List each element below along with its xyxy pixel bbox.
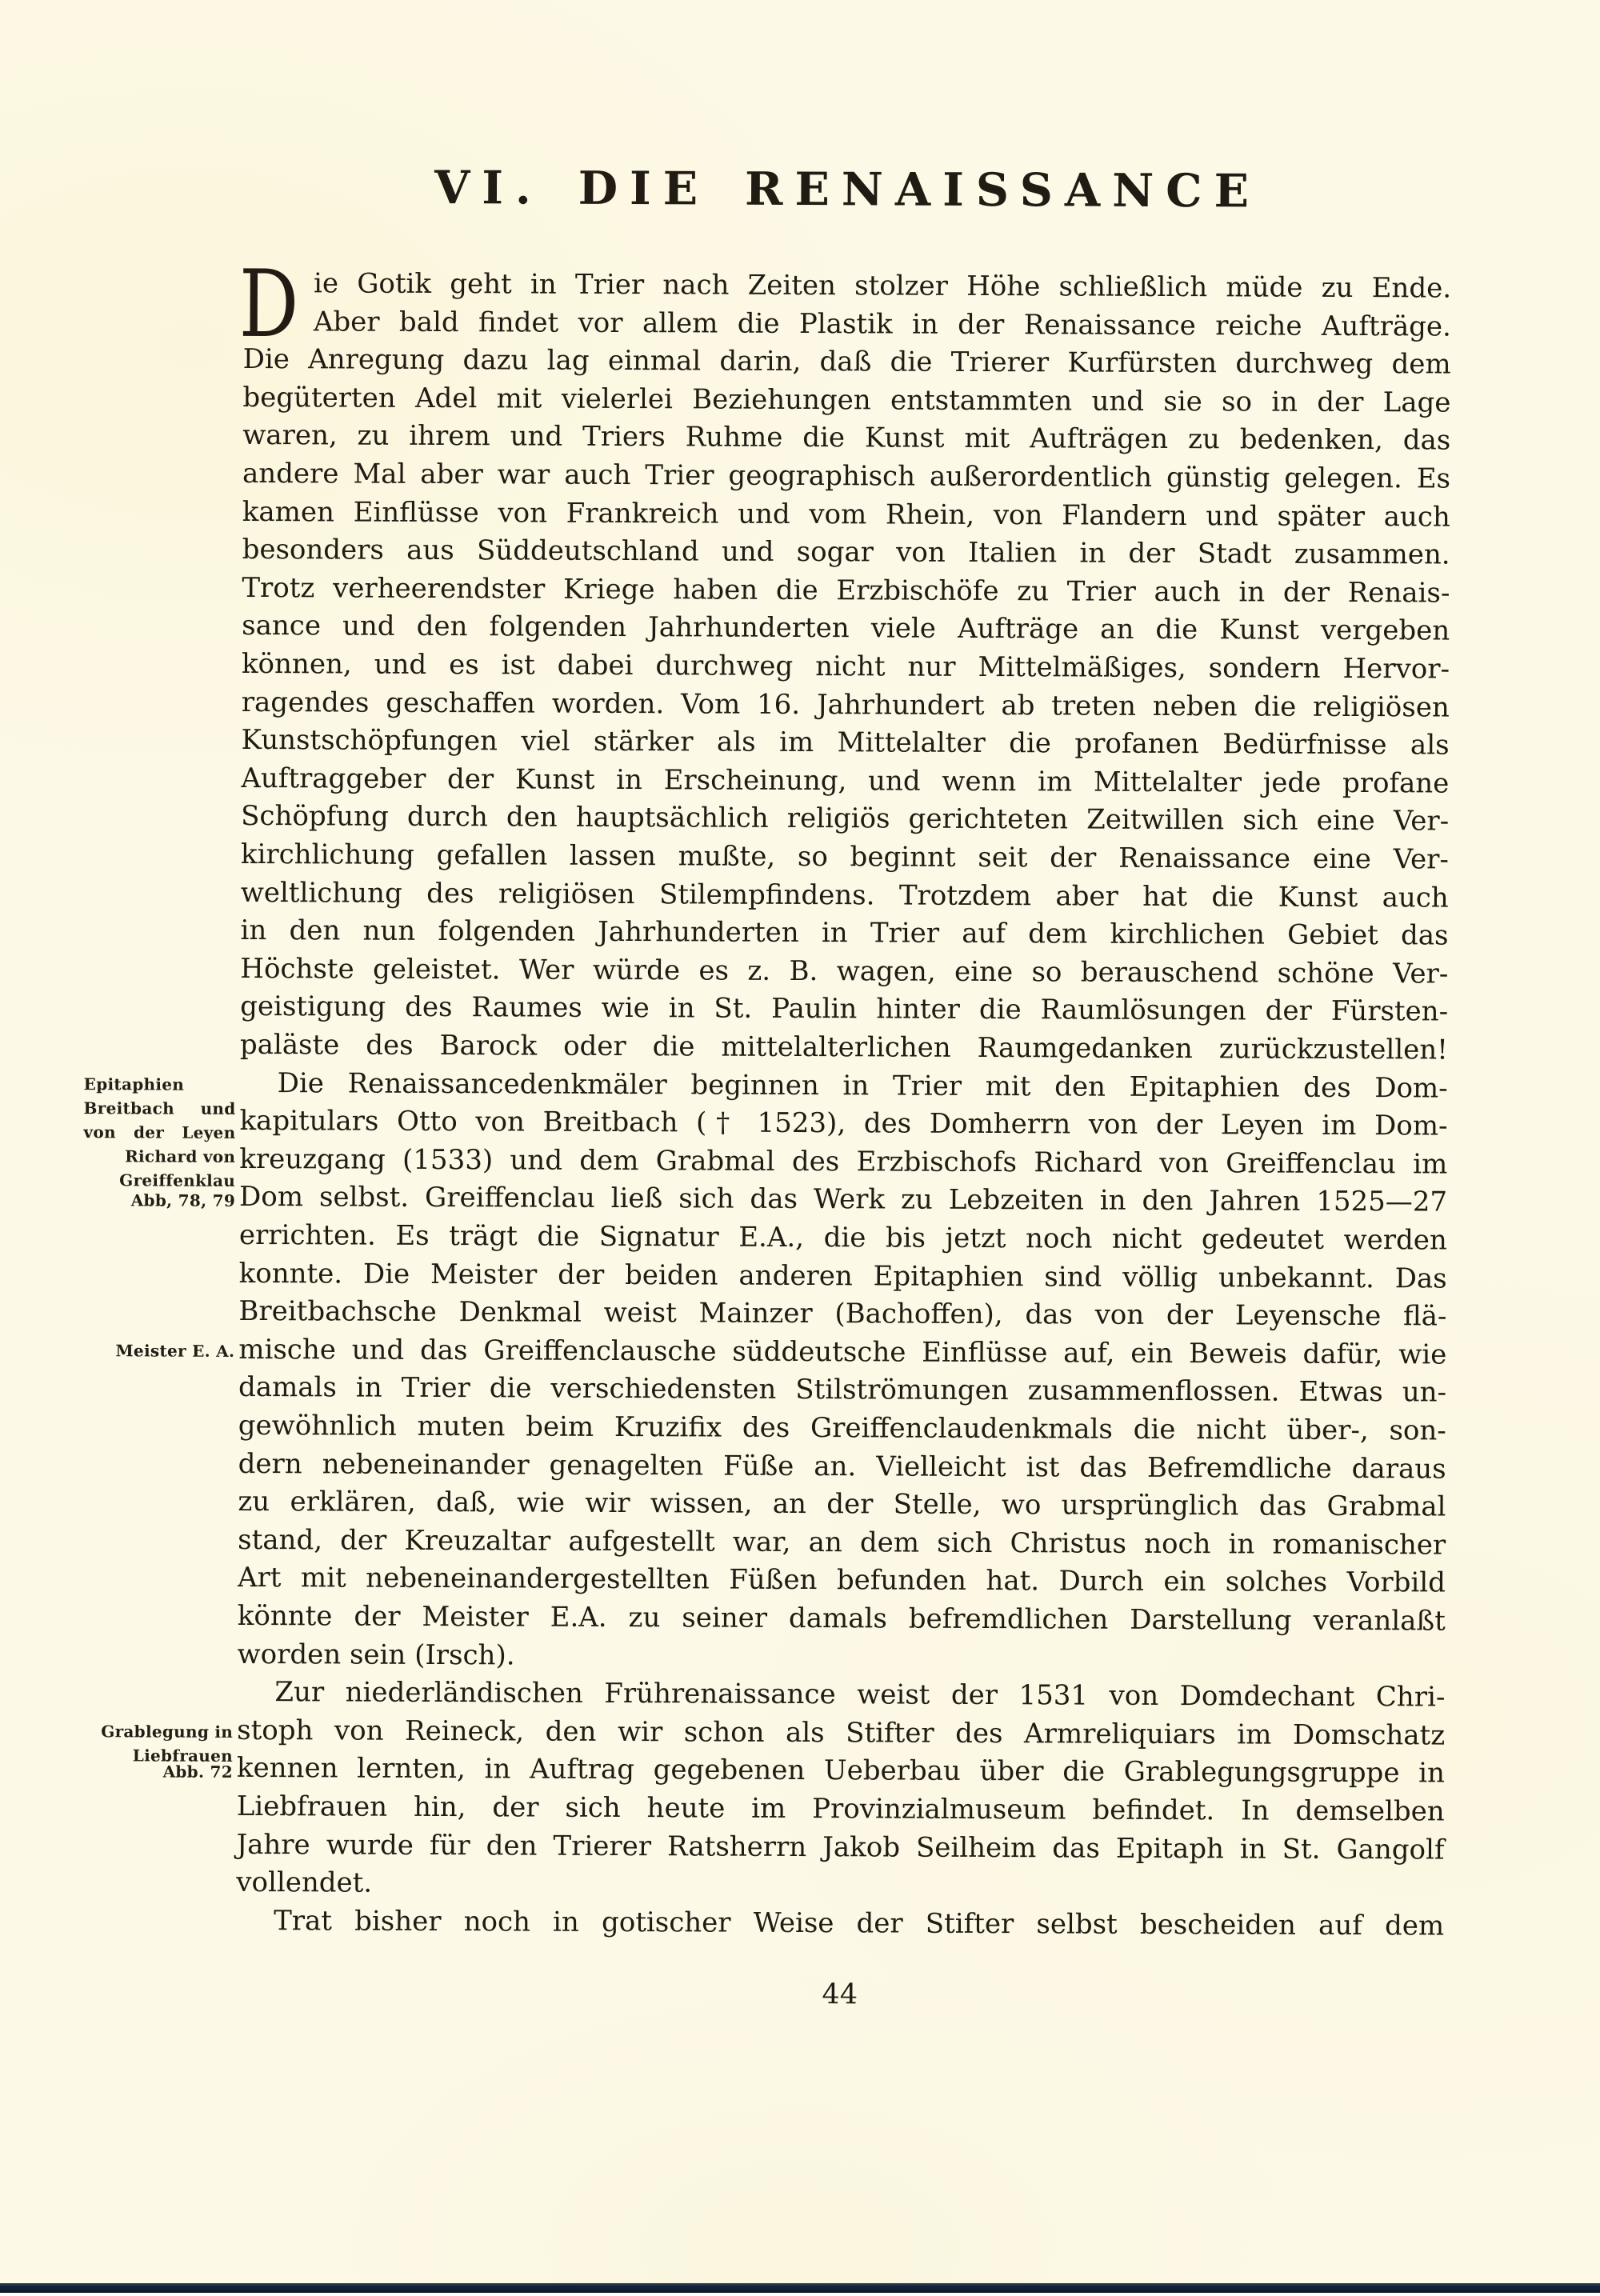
text-line: Kunstschöpfungen viel stärker als im Mittelalter die profanen Bedürfnisse als xyxy=(241,724,1450,762)
text-line: Dom selbst. Greiffenclau ließ sich das Werk zu Lebzeiten in den Jahren 1525—27 xyxy=(239,1181,1448,1218)
text-line: kamen Einflüsse von Frankreich und vom Rhein, von Flandern und später auch xyxy=(242,495,1450,534)
text-line: gewöhnlich muten beim Kruzifix des Greiffenclaudenkmals die nicht über-, son- xyxy=(238,1409,1446,1447)
text-line: Art mit nebeneinandergestellten Füßen befunden hat. Durch ein solches Vorbild xyxy=(237,1562,1446,1599)
text-line: Auftraggeber der Kunst in Erscheinung, und wenn im Mittelalter jede profane xyxy=(241,762,1450,800)
text-line: zu erklären, daß, wie wir wissen, an der Stelle, wo ursprünglich das Grabmal xyxy=(238,1486,1446,1523)
text-line: stoph von Reineck, den wir schon als Stifter des Armreliquiars im Domschatz xyxy=(237,1714,1446,1752)
text-line: besonders aus Süddeutschland und sogar von Italien in der Stadt zusammen. xyxy=(242,534,1450,571)
margin-note-row: Richard von xyxy=(125,1146,236,1166)
text-line: sance und den folgenden Jahrhunderten viele Aufträge an die Kunst vergeben xyxy=(242,610,1450,647)
text-line: Jahre wurde für den Trierer Ratsherrn Jakob Seilheim das Epitaph in St. Gangolf xyxy=(236,1828,1445,1866)
text-line: in den nun folgenden Jahrhunderten in Trier auf dem kirchlichen Gebiet das xyxy=(240,914,1449,952)
text-line: können, und es ist dabei durchweg nicht nur Mittelmäßiges, sondern Hervor- xyxy=(241,647,1450,686)
text-line: dern nebeneinander genagelten Füße an. Vielleicht ist das Befremdliche daraus xyxy=(238,1447,1446,1486)
margin-note xyxy=(45,1188,235,1213)
text-line: ie Gotik geht in Trier nach Zeiten stolzer Höhe schließlich müde zu Ende. xyxy=(313,267,1452,305)
text-line: worden sein (Irsch). xyxy=(237,1638,515,1672)
text-line: paläste des Barock oder die mittelalterlichen Raumgedanken zurückzustellen! xyxy=(239,1028,1448,1066)
margin-note-row: Greiffenklau xyxy=(119,1170,236,1190)
text-line: vollendet. xyxy=(236,1866,373,1899)
text-line: Höchste geleistet. Wer würde es z. B. wagen, eine so berauschend schöne Ver- xyxy=(240,952,1449,990)
text-line: kirchlichung gefallen lassen mußte, so beginnt seit der Renaissance eine Ver- xyxy=(240,838,1450,876)
text-line: kapitulars Otto von Breitbach († 1523), des Domherrn von der Leyen im Dom- xyxy=(239,1105,1448,1142)
text-line: könnte der Meister E.A. zu seiner damals befremdlichen Darstellung veranlaßt xyxy=(237,1599,1446,1638)
margin-note-row: Liebfrauen xyxy=(132,1746,234,1766)
chapter-title: VI. DIE RENAISSANCE xyxy=(434,160,1262,218)
margin-note-row: Abb. 72 xyxy=(162,1762,234,1782)
text-line: waren, zu ihrem und Triers Ruhme die Kunst mit Aufträgen zu bedenken, das xyxy=(242,419,1451,457)
page-number: 44 xyxy=(822,1978,858,2011)
text-line: stand, der Kreuzaltar aufgestellt war, an dem sich Christus noch in romanischer xyxy=(238,1523,1446,1562)
margin-note-row: Abb, 78, 79 xyxy=(130,1190,236,1211)
margin-note xyxy=(44,1338,234,1363)
text-line: Schöpfung durch den hauptsächlich religiös gerichteten Zeitwillen sich eine Ver- xyxy=(241,800,1450,838)
text-line: Breitbachsche Denkmal weist Mainzer (Bachoffen), das von der Leyensche flä- xyxy=(238,1295,1447,1333)
text-line: Liebfrauen hin, der sich heute im Provinzialmuseum befindet. In demselben xyxy=(236,1790,1445,1828)
margin-note-row: Grablegung in xyxy=(101,1721,234,1742)
scan-bottom-edge xyxy=(0,2283,1600,2293)
margin-note xyxy=(42,1759,233,1784)
text-line: kennen lernten, in Auftrag gegebenen Ueberbau über die Grablegungsgruppe in xyxy=(236,1752,1446,1790)
text-line: Trotz verheerendster Kriege haben die Erzbischöfe zu Trier auch in der Renais- xyxy=(242,571,1450,610)
text-line: begüterten Adel mit vielerlei Beziehungen entstammten und sie so in der Lage xyxy=(242,381,1451,419)
margin-note-row: Meister E. A. xyxy=(115,1341,235,1361)
text-line: Die Anregung dazu lag einmal darin, daß die Trierer Kurfürsten durchweg dem xyxy=(242,343,1451,381)
text-line: kreuzgang (1533) und dem Grabmal des Erzbischofs Richard von Greiffenclau im xyxy=(239,1142,1448,1181)
text-line: weltlichung des religiösen Stilempfindens. Trotzdem aber hat die Kunst auch xyxy=(240,876,1449,914)
margin-note-row: von der Leyen xyxy=(83,1122,236,1142)
text-line: andere Mal aber war auch Trier geographisch außerordentlich günstig gelegen. Es xyxy=(242,457,1451,495)
text-line: Trat bisher noch in gotischer Weise der Stifter selbst bescheiden auf dem xyxy=(274,1904,1445,1942)
margin-note-row: Breitbach und xyxy=(83,1098,236,1118)
drop-cap: D xyxy=(238,250,299,359)
text-line: damals in Trier die verschiedensten Stilströmungen zusammenflossen. Etwas un- xyxy=(238,1371,1447,1409)
text-line: geistigung des Raumes wie in St. Paulin hinter die Raumlösungen der Fürsten- xyxy=(240,990,1449,1028)
margin-note-row: Epitaphien xyxy=(83,1074,185,1094)
text-line: Aber bald findet vor allem die Plastik in der Renaissance reiche Aufträge. xyxy=(313,305,1451,343)
text-line: ragendes geschaffen worden. Vom 16. Jahrhundert ab treten neben die religiösen xyxy=(241,686,1450,724)
text-line: konnte. Die Meister der beiden anderen Epitaphien sind völlig unbekannt. Das xyxy=(238,1257,1447,1295)
text-line: errichten. Es trägt die Signatur E.A., die bis jetzt noch nicht gedeutet werden xyxy=(238,1218,1447,1257)
text-line: Die Renaissancedenkmäler beginnen in Trier mit den Epitaphien des Dom- xyxy=(277,1066,1448,1105)
text-line: Zur niederländischen Frührenaissance weist der 1531 von Domdechant Chri- xyxy=(274,1676,1446,1714)
margin-note xyxy=(45,1071,236,1192)
text-line: mische und das Greiffenclausche süddeutsche Einflüsse auf, ein Beweis dafür, wie xyxy=(238,1333,1447,1371)
